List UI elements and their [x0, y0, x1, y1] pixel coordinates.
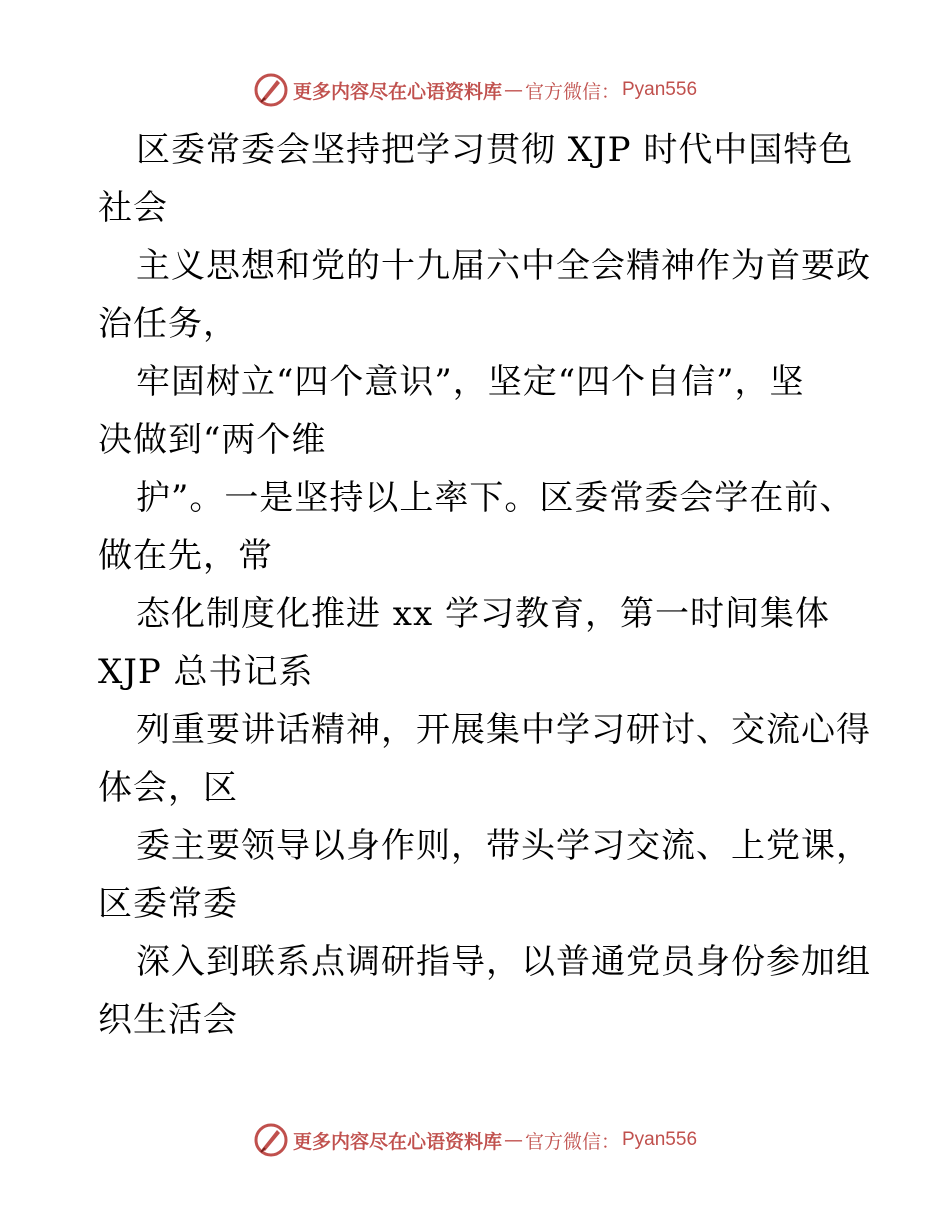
text-line: XJP 总书记系 — [98, 652, 314, 692]
text-line: 织生活会 — [98, 1000, 238, 1040]
banner-site-text: 更多内容尽在心语资料库 — [292, 1130, 502, 1153]
text-line: 区委常委会坚持把学习贯彻 XJP 时代中国特色 — [136, 130, 854, 170]
text-line: 治任务， — [98, 304, 238, 344]
text-line: 体会，区 — [98, 768, 238, 808]
text-line: 列重要讲话精神，开展集中学习研讨、交流心得 — [136, 710, 871, 750]
banner-dash: — — [503, 79, 523, 101]
text-line: 做在先，常 — [98, 536, 273, 576]
header-banner — [0, 70, 950, 110]
banner-wechat-handle: Pyan556 — [622, 1129, 698, 1150]
text-line: 态化制度化推进 xx 学习教育，第一时间集体 — [136, 594, 830, 634]
text-line: 深入到联系点调研指导，以普通党员身份参加组 — [136, 942, 871, 982]
text-line: 主义思想和党的十九届六中全会精神作为首要政 — [136, 246, 871, 286]
banner-wechat-handle: Pyan556 — [622, 79, 698, 100]
banner-wechat-label: 官方微信： — [524, 80, 620, 103]
banner-site-text: 更多内容尽在心语资料库 — [292, 80, 502, 103]
text-line: 社会 — [98, 188, 168, 228]
text-line: 决做到“两个维 — [98, 420, 327, 460]
text-line: 委主要领导以身作则，带头学习交流、上党课， — [136, 826, 871, 866]
banner-wechat-label: 官方微信： — [524, 1130, 620, 1153]
text-line: 牢固树立“四个意识”，坚定“四个自信”，坚 — [136, 362, 805, 402]
banner-dash: — — [503, 1129, 523, 1151]
footer-banner — [0, 1120, 950, 1160]
text-line: 护”。一是坚持以上率下。区委常委会学在前、 — [136, 478, 855, 518]
text-line: 区委常委 — [98, 884, 238, 924]
quill-logo-icon — [253, 72, 289, 108]
quill-logo-icon — [253, 1122, 289, 1158]
